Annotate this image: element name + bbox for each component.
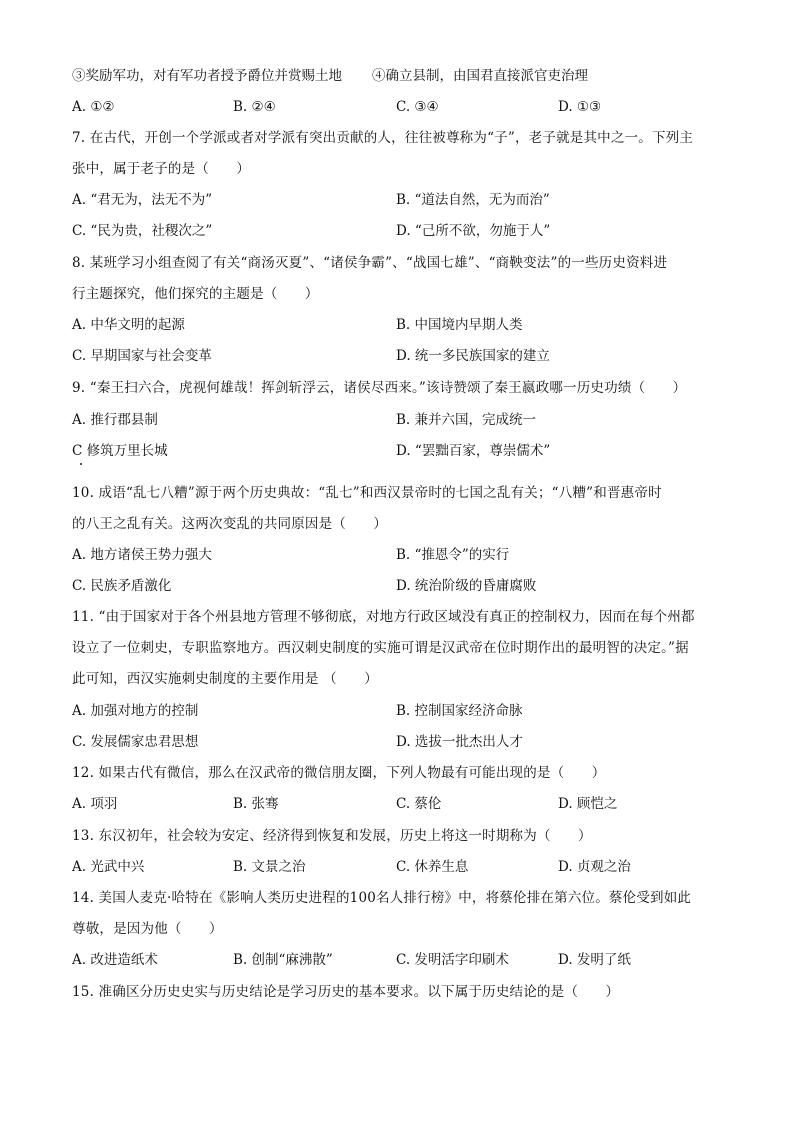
q8-option-a[interactable]: A. 中华文明的起源 (72, 317, 185, 333)
q9-options-row-1 (72, 409, 722, 431)
q8-stem-line-2: 行主题探究，他们探究的主题是（ ） (72, 286, 319, 302)
q8-options-row-2 (72, 345, 722, 367)
q8-option-c[interactable]: C. 早期国家与社会变革 (72, 348, 212, 364)
q6-statement-3: ③奖励军功，对有军功者授予爵位并赏赐土地 (72, 68, 342, 84)
q11-options-row-2 (72, 731, 722, 753)
q7-stem-line-2: 张中，属于老子的是（ ） (72, 161, 251, 177)
q10-option-a[interactable]: A. 地方诸侯王势力强大 (72, 547, 212, 563)
q11-stem-line-2: 设立了一位刺史，专职监察地方。西汉刺史制度的实施可谓是汉武帝在位时期作出的最明智的决定。”据 (72, 640, 689, 656)
q13-option-b[interactable]: B. 文景之治 (233, 859, 306, 875)
q12-options (72, 793, 722, 815)
q6-option-b[interactable]: B. ②④ (233, 99, 276, 115)
q7-options-row-2 (72, 220, 722, 242)
q13-option-c[interactable]: C. 休养生息 (396, 859, 469, 875)
q11-options-row-1 (72, 700, 722, 722)
q8-stem-line-1: 8. 某班学习小组查阅了有关“商汤灭夏”、“诸侯争霸”、“战国七雄”、“商鞅变法”的一些历史资料进 (72, 255, 668, 271)
q10-options-row-2 (72, 575, 722, 597)
q7-stem-line-1: 7. 在古代，开创一个学派或者对学派有突出贡献的人，往往被尊称为“子”，老子就是其中之一。下列主 (72, 130, 694, 146)
q9-option-d[interactable]: D. “罢黜百家，尊崇儒术” (396, 443, 551, 459)
q14-option-c[interactable]: C. 发明活字印刷术 (396, 952, 509, 968)
q6-option-a[interactable]: A. ①② (72, 99, 115, 115)
q6-option-c[interactable]: C. ③④ (396, 99, 439, 115)
q6-statements (72, 65, 722, 87)
q7-option-c[interactable]: C. “民为贵，社稷次之” (72, 223, 213, 239)
q8-option-d[interactable]: D. 统一多民族国家的建立 (396, 348, 550, 364)
q12-stem-line-1: 12. 如果古代有微信，那么在汉武帝的微信朋友圈，下列人物最有可能出现的是（ ） (72, 765, 606, 781)
q9-option-a[interactable]: A. 推行郡县制 (72, 412, 158, 428)
q15-stem-line-1: 15. 准确区分历史史实与历史结论是学习历史的基本要求。以下属于历史结论的是（ ） (72, 984, 620, 1000)
q14-option-a[interactable]: A. 改进造纸术 (72, 952, 158, 968)
q7-option-b[interactable]: B. “道法自然，无为而治” (396, 192, 550, 208)
q14-stem-line-1: 14. 美国人麦克·哈特在《影响人类历史进程的100名人排行榜》中，将蔡伦排在第六位。蔡伦受到如此 (72, 890, 692, 906)
q7-option-d[interactable]: D. “己所不欲，勿施于人” (396, 223, 551, 239)
q11-stem-line-3: 此可知，西汉实施刺史制度的主要作用是 （ ） (72, 671, 378, 687)
q10-option-c[interactable]: C. 民族矛盾激化 (72, 578, 172, 594)
q14-options (72, 949, 722, 971)
q10-stem-line-1: 10. 成语“乱七八糟”源于两个历史典故：“乱七”和西汉景帝时的七国之乱有关；“八糟”和晋惠帝时 (72, 485, 662, 501)
q10-options-row-1 (72, 544, 722, 566)
q6-option-d[interactable]: D. ①③ (558, 99, 602, 115)
q10-option-d[interactable]: D. 统治阶级的昏庸腐败 (396, 578, 537, 594)
q12-option-c[interactable]: C. 蔡伦 (396, 796, 442, 812)
q8-options-row-1 (72, 314, 722, 336)
q12-option-b[interactable]: B. 张骞 (233, 796, 279, 812)
q8-option-b[interactable]: B. 中国境内早期人类 (396, 317, 523, 333)
stray-dot-mark (80, 463, 82, 465)
q7-options-row-1 (72, 189, 722, 211)
q14-option-b[interactable]: B. 创制“麻沸散” (233, 952, 333, 968)
q9-option-b[interactable]: B. 兼并六国，完成统一 (396, 412, 537, 428)
q9-option-c[interactable]: C 修筑万里长城 (72, 443, 168, 459)
q11-stem-line-1: 11. “由于国家对于各个州县地方管理不够彻底，对地方行政区域没有真正的控制权力，因而在每个州都 (72, 609, 695, 625)
q11-option-d[interactable]: D. 选拔一批杰出人才 (396, 734, 523, 750)
q10-option-b[interactable]: B. “推恩令”的实行 (396, 547, 510, 563)
q9-stem-line-1: 9. “秦王扫六合，虎视何雄哉！挥剑斩浮云，诸侯尽西来。”该诗赞颂了秦王嬴政哪一历史功绩（ ） (72, 380, 687, 396)
q12-option-a[interactable]: A. 项羽 (72, 796, 118, 812)
q10-stem-line-2: 的八王之乱有关。这两次变乱的共同原因是（ ） (72, 516, 388, 532)
q6-options (72, 96, 722, 118)
q9-options-row-2 (72, 440, 722, 462)
q7-option-a[interactable]: A. “君无为，法无不为” (72, 192, 213, 208)
q11-option-c[interactable]: C. 发展儒家忠君思想 (72, 734, 199, 750)
q14-option-d[interactable]: D. 发明了纸 (558, 952, 631, 968)
q6-statement-4: ④确立县制，由国君直接派官吏治理 (372, 68, 588, 84)
q13-option-a[interactable]: A. 光武中兴 (72, 859, 145, 875)
q13-options (72, 856, 722, 878)
q13-stem-line-1: 13. 东汉初年，社会较为安定、经济得到恢复和发展，历史上将这一时期称为（ ） (72, 828, 592, 844)
q11-option-b[interactable]: B. 控制国家经济命脉 (396, 703, 523, 719)
q14-stem-line-2: 尊敬，是因为他（ ） (72, 921, 223, 937)
q12-option-d[interactable]: D. 顾恺之 (558, 796, 618, 812)
q13-option-d[interactable]: D. 贞观之治 (558, 859, 631, 875)
q11-option-a[interactable]: A. 加强对地方的控制 (72, 703, 199, 719)
